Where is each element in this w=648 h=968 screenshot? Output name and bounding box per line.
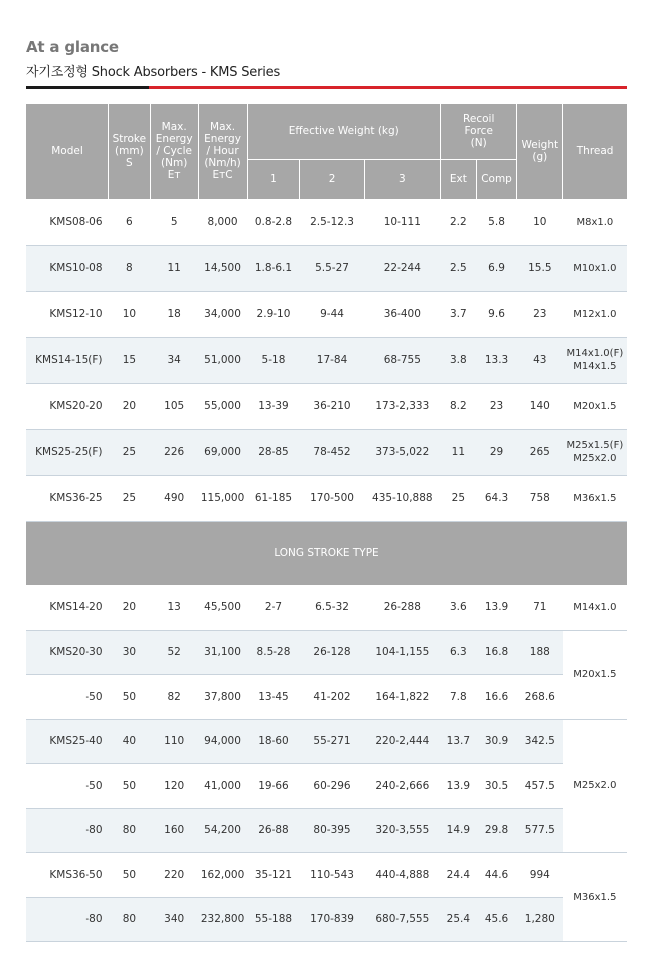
- cell-ew-3: 320-3,555: [364, 808, 440, 853]
- cell-weight: 188: [517, 630, 563, 675]
- cell-recoil-ext: 7.8: [441, 675, 477, 720]
- cell-ew-1: 2.9-10: [247, 291, 300, 337]
- cell-energy-hour: 51,000: [198, 337, 247, 383]
- cell-energy-cycle: 5: [150, 199, 198, 245]
- table-body: [26, 199, 627, 942]
- cell-ew-3: 220-2,444: [364, 719, 440, 764]
- cell-model: KMS14-15(F): [26, 337, 109, 383]
- cell-model: KMS36-50: [26, 853, 109, 898]
- cell-stroke: 50: [109, 675, 151, 720]
- cell-ew-1: 13-45: [247, 675, 300, 720]
- header-recoil-force: Recoil Force (N): [441, 104, 517, 159]
- cell-energy-cycle: 226: [150, 429, 198, 475]
- cell-stroke: 50: [109, 853, 151, 898]
- cell-model: -80: [26, 897, 109, 942]
- cell-model: -80: [26, 808, 109, 853]
- cell-ew-2: 5.5-27: [300, 245, 364, 291]
- header-energy-cycle: Max. Energy / Cycle (Nm) Eᴛ: [150, 104, 198, 199]
- cell-weight: 71: [517, 585, 563, 630]
- cell-energy-cycle: 220: [150, 853, 198, 898]
- cell-ew-3: 26-288: [364, 585, 440, 630]
- cell-stroke: 25: [109, 475, 151, 521]
- cell-thread: M36x1.5: [563, 475, 627, 521]
- cell-energy-hour: 69,000: [198, 429, 247, 475]
- cell-ew-2: 36-210: [300, 383, 364, 429]
- cell-recoil-ext: 25.4: [441, 897, 477, 942]
- cell-energy-cycle: 160: [150, 808, 198, 853]
- cell-stroke: 6: [109, 199, 151, 245]
- table-row: [26, 475, 627, 521]
- cell-energy-cycle: 120: [150, 764, 198, 809]
- cell-ew-2: 41-202: [300, 675, 364, 720]
- cell-ew-1: 2-7: [247, 585, 300, 630]
- cell-ew-1: 19-66: [247, 764, 300, 809]
- cell-recoil-comp: 16.8: [476, 630, 517, 675]
- title-underline-black: [26, 86, 149, 89]
- cell-ew-1: 5-18: [247, 337, 300, 383]
- cell-thread: M25x2.0: [563, 719, 627, 853]
- cell-thread: M25x1.5(F) M25x2.0: [563, 429, 627, 475]
- cell-energy-cycle: 13: [150, 585, 198, 630]
- cell-weight: 342.5: [517, 719, 563, 764]
- cell-weight: 758: [517, 475, 563, 521]
- page-subtitle: 자기조정형 Shock Absorbers - KMS Series: [26, 65, 281, 80]
- cell-energy-hour: 232,800: [198, 897, 247, 942]
- title-underline-red: [149, 86, 627, 89]
- cell-energy-cycle: 82: [150, 675, 198, 720]
- page-title: At a glance: [26, 38, 119, 56]
- cell-thread: M20x1.5: [563, 383, 627, 429]
- table-row: [26, 764, 627, 809]
- cell-ew-2: 80-395: [300, 808, 364, 853]
- cell-model: KMS36-25: [26, 475, 109, 521]
- cell-recoil-comp: 45.6: [476, 897, 517, 942]
- section-label: LONG STROKE TYPE: [26, 521, 627, 585]
- cell-ew-1: 0.8-2.8: [247, 199, 300, 245]
- cell-weight: 1,280: [517, 897, 563, 942]
- cell-ew-2: 9-44: [300, 291, 364, 337]
- table-row: [26, 199, 627, 245]
- cell-stroke: 50: [109, 764, 151, 809]
- cell-ew-1: 26-88: [247, 808, 300, 853]
- cell-energy-cycle: 490: [150, 475, 198, 521]
- cell-ew-1: 61-185: [247, 475, 300, 521]
- cell-energy-hour: 37,800: [198, 675, 247, 720]
- cell-energy-cycle: 52: [150, 630, 198, 675]
- header-energy-hour: Max. Energy / Hour (Nm/h) EᴛC: [198, 104, 247, 199]
- cell-recoil-comp: 13.3: [476, 337, 517, 383]
- spec-table: [26, 104, 627, 942]
- cell-weight: 10: [517, 199, 563, 245]
- cell-recoil-ext: 2.2: [441, 199, 477, 245]
- cell-recoil-comp: 5.8: [476, 199, 517, 245]
- cell-energy-hour: 54,200: [198, 808, 247, 853]
- cell-ew-3: 104-1,155: [364, 630, 440, 675]
- cell-ew-3: 240-2,666: [364, 764, 440, 809]
- cell-stroke: 80: [109, 897, 151, 942]
- cell-thread: M8x1.0: [563, 199, 627, 245]
- cell-recoil-comp: 29: [476, 429, 517, 475]
- cell-recoil-comp: 13.9: [476, 585, 517, 630]
- header-weight: Weight (g): [517, 104, 563, 199]
- cell-recoil-ext: 13.7: [441, 719, 477, 764]
- cell-ew-2: 78-452: [300, 429, 364, 475]
- cell-energy-cycle: 11: [150, 245, 198, 291]
- cell-ew-3: 173-2,333: [364, 383, 440, 429]
- header-ew-1: 1: [247, 159, 300, 199]
- cell-thread: M20x1.5: [563, 630, 627, 719]
- cell-recoil-comp: 9.6: [476, 291, 517, 337]
- cell-energy-cycle: 105: [150, 383, 198, 429]
- cell-ew-2: 26-128: [300, 630, 364, 675]
- cell-stroke: 80: [109, 808, 151, 853]
- cell-ew-1: 55-188: [247, 897, 300, 942]
- cell-recoil-comp: 30.5: [476, 764, 517, 809]
- cell-ew-2: 17-84: [300, 337, 364, 383]
- cell-stroke: 25: [109, 429, 151, 475]
- cell-ew-2: 60-296: [300, 764, 364, 809]
- cell-stroke: 10: [109, 291, 151, 337]
- cell-stroke: 20: [109, 585, 151, 630]
- cell-recoil-comp: 64.3: [476, 475, 517, 521]
- cell-ew-3: 10-111: [364, 199, 440, 245]
- cell-ew-1: 35-121: [247, 853, 300, 898]
- cell-weight: 577.5: [517, 808, 563, 853]
- cell-model: KMS10-08: [26, 245, 109, 291]
- cell-stroke: 8: [109, 245, 151, 291]
- cell-thread: M10x1.0: [563, 245, 627, 291]
- cell-ew-3: 373-5,022: [364, 429, 440, 475]
- cell-ew-1: 28-85: [247, 429, 300, 475]
- header-effective-weight: Effective Weight (kg): [247, 104, 441, 159]
- cell-ew-2: 2.5-12.3: [300, 199, 364, 245]
- cell-ew-2: 6.5-32: [300, 585, 364, 630]
- cell-energy-cycle: 18: [150, 291, 198, 337]
- cell-weight: 457.5: [517, 764, 563, 809]
- cell-ew-1: 18-60: [247, 719, 300, 764]
- table-row: [26, 808, 627, 853]
- cell-ew-2: 170-839: [300, 897, 364, 942]
- table-row: [26, 429, 627, 475]
- cell-model: -50: [26, 764, 109, 809]
- section-row: [26, 521, 627, 585]
- cell-ew-1: 13-39: [247, 383, 300, 429]
- cell-energy-hour: 41,000: [198, 764, 247, 809]
- cell-model: KMS14-20: [26, 585, 109, 630]
- cell-recoil-ext: 2.5: [441, 245, 477, 291]
- header-stroke: Stroke (mm) S: [109, 104, 151, 199]
- cell-weight: 43: [517, 337, 563, 383]
- cell-energy-hour: 55,000: [198, 383, 247, 429]
- header-ew-2: 2: [300, 159, 364, 199]
- cell-recoil-comp: 30.9: [476, 719, 517, 764]
- cell-thread: M12x1.0: [563, 291, 627, 337]
- cell-energy-hour: 94,000: [198, 719, 247, 764]
- cell-recoil-ext: 6.3: [441, 630, 477, 675]
- cell-ew-1: 8.5-28: [247, 630, 300, 675]
- cell-model: KMS12-10: [26, 291, 109, 337]
- table-row: [26, 675, 627, 720]
- cell-ew-3: 68-755: [364, 337, 440, 383]
- cell-energy-hour: 31,100: [198, 630, 247, 675]
- table-row: [26, 383, 627, 429]
- cell-model: KMS25-40: [26, 719, 109, 764]
- table-row: [26, 337, 627, 383]
- header-recoil-ext: Ext: [441, 159, 477, 199]
- cell-ew-2: 55-271: [300, 719, 364, 764]
- table-row: [26, 245, 627, 291]
- cell-ew-3: 440-4,888: [364, 853, 440, 898]
- cell-ew-1: 1.8-6.1: [247, 245, 300, 291]
- table-row: [26, 585, 627, 630]
- cell-ew-2: 170-500: [300, 475, 364, 521]
- cell-recoil-ext: 24.4: [441, 853, 477, 898]
- cell-ew-3: 164-1,822: [364, 675, 440, 720]
- cell-thread: M14x1.0(F) M14x1.5: [563, 337, 627, 383]
- cell-weight: 140: [517, 383, 563, 429]
- header-recoil-comp: Comp: [476, 159, 517, 199]
- table-row: [26, 630, 627, 675]
- cell-model: KMS20-30: [26, 630, 109, 675]
- cell-energy-cycle: 110: [150, 719, 198, 764]
- cell-recoil-ext: 3.6: [441, 585, 477, 630]
- cell-energy-cycle: 340: [150, 897, 198, 942]
- cell-recoil-ext: 13.9: [441, 764, 477, 809]
- cell-energy-hour: 162,000: [198, 853, 247, 898]
- cell-recoil-comp: 44.6: [476, 853, 517, 898]
- header-thread: Thread: [563, 104, 627, 199]
- cell-recoil-ext: 3.8: [441, 337, 477, 383]
- cell-thread: M36x1.5: [563, 853, 627, 942]
- table-row: [26, 719, 627, 764]
- cell-energy-hour: 45,500: [198, 585, 247, 630]
- cell-ew-3: 680-7,555: [364, 897, 440, 942]
- cell-model: KMS20-20: [26, 383, 109, 429]
- header-model: Model: [26, 104, 109, 199]
- cell-stroke: 40: [109, 719, 151, 764]
- cell-weight: 23: [517, 291, 563, 337]
- table-row: [26, 897, 627, 942]
- header-ew-3: 3: [364, 159, 440, 199]
- cell-energy-hour: 8,000: [198, 199, 247, 245]
- cell-thread: M14x1.0: [563, 585, 627, 630]
- cell-stroke: 20: [109, 383, 151, 429]
- cell-stroke: 30: [109, 630, 151, 675]
- cell-energy-cycle: 34: [150, 337, 198, 383]
- cell-recoil-ext: 14.9: [441, 808, 477, 853]
- cell-model: KMS25-25(F): [26, 429, 109, 475]
- cell-weight: 265: [517, 429, 563, 475]
- cell-ew-3: 435-10,888: [364, 475, 440, 521]
- cell-weight: 15.5: [517, 245, 563, 291]
- table-header: [26, 104, 627, 199]
- cell-recoil-comp: 29.8: [476, 808, 517, 853]
- cell-model: KMS08-06: [26, 199, 109, 245]
- cell-stroke: 15: [109, 337, 151, 383]
- cell-recoil-comp: 23: [476, 383, 517, 429]
- cell-ew-3: 22-244: [364, 245, 440, 291]
- cell-weight: 268.6: [517, 675, 563, 720]
- cell-ew-3: 36-400: [364, 291, 440, 337]
- cell-model: -50: [26, 675, 109, 720]
- cell-energy-hour: 115,000: [198, 475, 247, 521]
- cell-ew-2: 110-543: [300, 853, 364, 898]
- cell-energy-hour: 34,000: [198, 291, 247, 337]
- table-row: [26, 291, 627, 337]
- cell-recoil-ext: 3.7: [441, 291, 477, 337]
- table-row: [26, 853, 627, 898]
- cell-recoil-ext: 11: [441, 429, 477, 475]
- cell-weight: 994: [517, 853, 563, 898]
- cell-energy-hour: 14,500: [198, 245, 247, 291]
- cell-recoil-comp: 16.6: [476, 675, 517, 720]
- cell-recoil-ext: 25: [441, 475, 477, 521]
- cell-recoil-comp: 6.9: [476, 245, 517, 291]
- cell-recoil-ext: 8.2: [441, 383, 477, 429]
